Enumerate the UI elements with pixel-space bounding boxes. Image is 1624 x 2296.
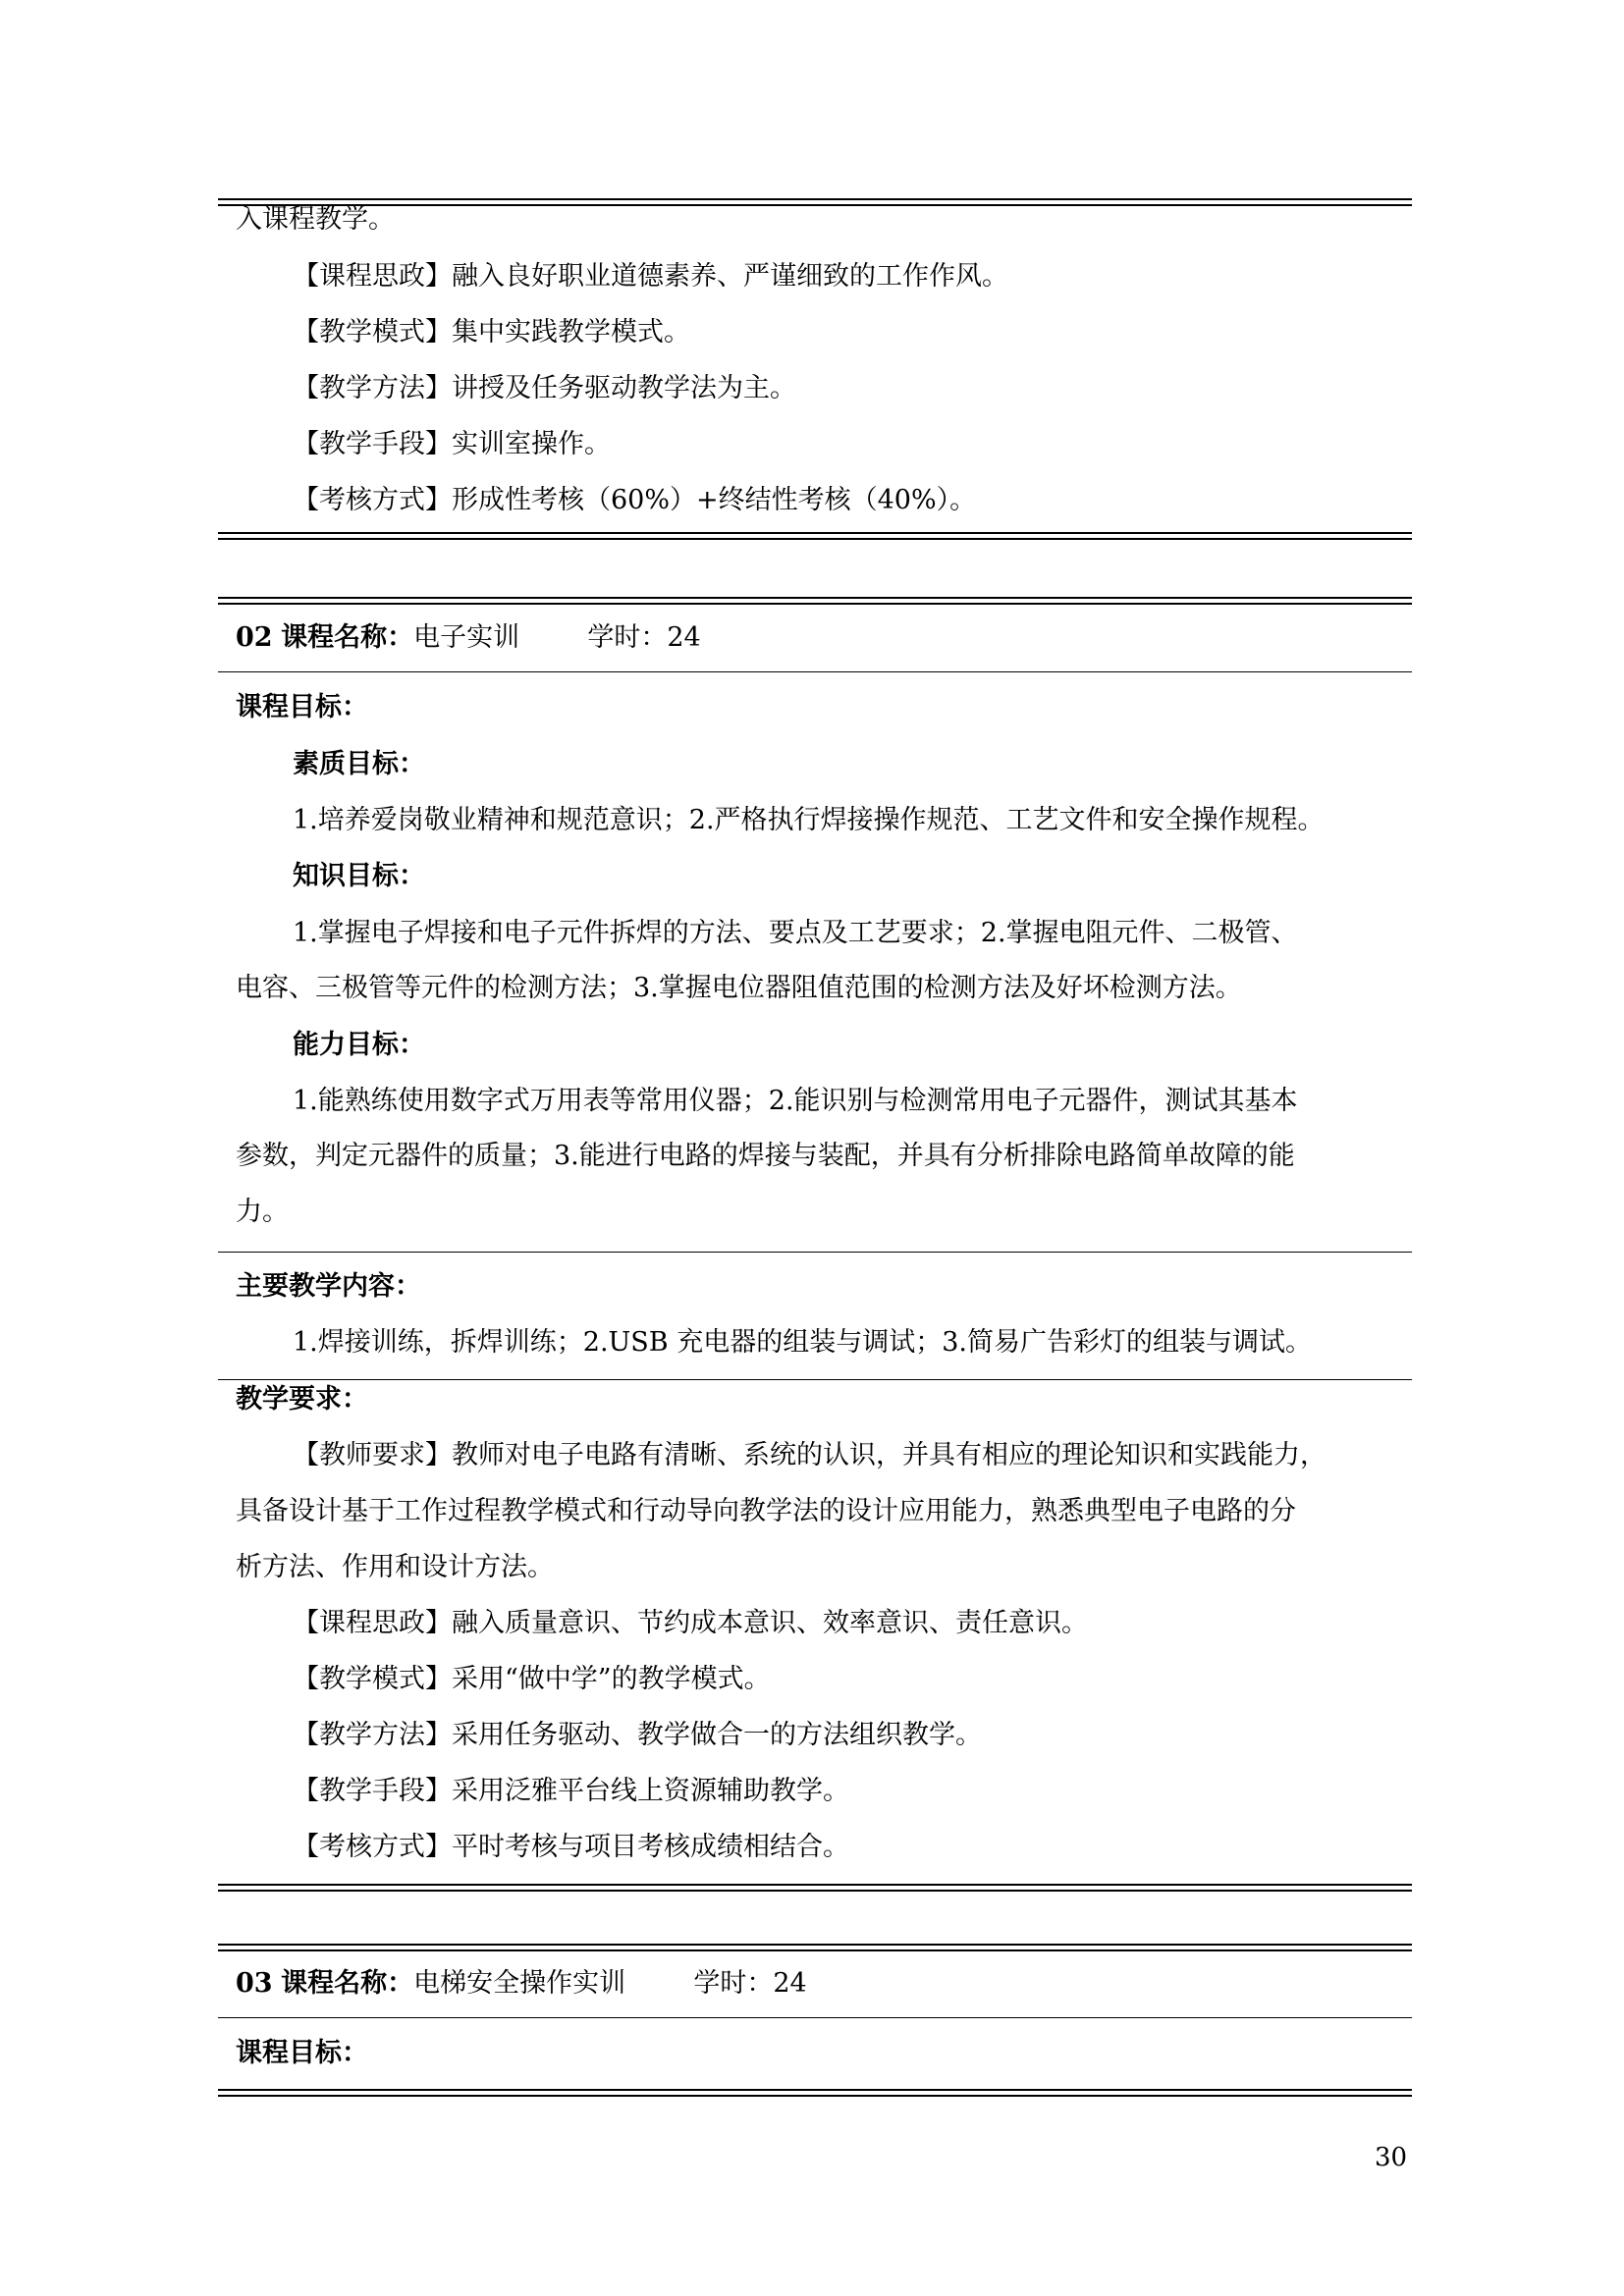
row-divider [218,1379,1412,1380]
course-name-label: 课程名称： [281,622,414,653]
teacher-requirement: 具备设计基于工作过程教学模式和行动导向教学法的设计应用能力，熟悉典型电子电路的分 [236,1496,1296,1526]
table-border-top [218,597,1412,605]
quality-goal-label: 素质目标： [293,749,425,779]
knowledge-goal-text: 1.掌握电子焊接和电子元件拆焊的方法、要点及工艺要求；2.掌握电阻元件、二极管、 [293,918,1298,948]
continuation-text: 入课程教学。 [236,204,395,235]
table-border-bottom [218,2089,1412,2097]
requirement-line: 【教学方法】讲授及任务驱动教学法为主。 [293,373,796,403]
content-text: 1.焊接训练，拆焊训练；2.USB 充电器的组装与调试；3.简易广告彩灯的组装与调试。 [293,1327,1312,1358]
requirement-line: 【课程思政】融入良好职业道德素养、严谨细致的工作作风。 [293,261,1008,292]
goals-label: 课程目标： [236,692,368,722]
course-number: 03 [236,1968,273,1999]
table-border-bottom [218,1884,1412,1892]
ability-goal-label: 能力目标： [293,1030,425,1060]
requirement-line: 【教学模式】采用“做中学”的教学模式。 [293,1664,771,1694]
course-name: 电梯安全操作实训 [413,1968,626,1999]
course-number: 02 [236,622,273,653]
course-name-label: 课程名称： [281,1968,414,1999]
knowledge-goal-label: 知识目标： [293,861,425,891]
course-heading [236,1966,807,2002]
quality-goal-text: 1.培养爱岗敬业精神和规范意识；2.严格执行焊接操作规范、工艺文件和安全操作规程。 [293,805,1325,835]
ability-goal-text: 1.能熟练使用数字式万用表等常用仪器；2.能识别与检测常用电子元器件，测试其基本 [293,1086,1298,1116]
row-divider [218,1252,1412,1253]
requirements-label: 教学要求： [236,1384,368,1415]
course-name: 电子实训 [413,622,520,653]
course-hours: 学时：24 [693,1968,807,1999]
row-divider [218,2017,1412,2018]
requirement-line: 【考核方式】平时考核与项目考核成绩相结合。 [293,1832,849,1862]
requirement-line: 【课程思政】融入质量意识、节约成本意识、效率意识、责任意识。 [293,1608,1088,1638]
ability-goal-text: 参数，判定元器件的质量；3.能进行电路的焊接与装配，并具有分析排除电路简单故障的能 [236,1141,1295,1171]
table-border-top [218,198,1412,206]
requirement-line: 【教学手段】采用泛雅平台线上资源辅助教学。 [293,1776,849,1806]
requirement-line: 【考核方式】形成性考核（60%）+终结性考核（40%）。 [293,485,977,515]
content-label: 主要教学内容： [236,1271,421,1302]
requirement-line: 【教学方法】采用任务驱动、教学做合一的方法组织教学。 [293,1720,982,1750]
page-number: 30 [1375,2143,1408,2172]
knowledge-goal-text: 电容、三极管等元件的检测方法；3.掌握电位器阻值范围的检测方法及好坏检测方法。 [236,973,1242,1003]
requirement-line: 【教学模式】集中实践教学模式。 [293,317,690,347]
table-border-top [218,1944,1412,1951]
goals-label: 课程目标： [236,2038,368,2068]
ability-goal-text: 力。 [236,1197,289,1227]
row-divider [218,671,1412,672]
teacher-requirement: 析方法、作用和设计方法。 [236,1552,554,1582]
teacher-requirement: 【教师要求】教师对电子电路有清晰、系统的认识，并具有相应的理论知识和实践能力， [293,1440,1326,1470]
table-border-bottom [218,532,1412,540]
course-heading [236,620,701,656]
requirement-line: 【教学手段】实训室操作。 [293,429,611,459]
course-hours: 学时：24 [587,622,701,653]
